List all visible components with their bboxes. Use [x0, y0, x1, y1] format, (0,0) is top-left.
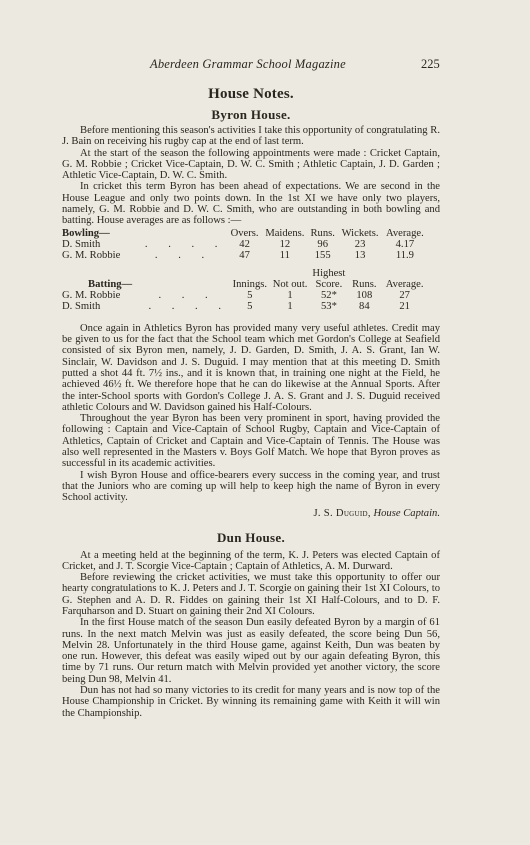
article-body: [62, 84, 440, 719]
bowler-name: G. M. Robbie: [62, 250, 121, 262]
bowling-label: Bowling—: [62, 227, 110, 239]
batting-col-highest: Highest: [312, 267, 346, 279]
bowler-name: D. Smith: [62, 238, 101, 250]
table-row: [62, 301, 428, 312]
byron-paragraph-5: Throughout the year Byron has been very prominent in sport, having provided the following : Captain and Vice-Captain of School Rugby, Captain and Vice-Captain of Athletics, Captain of Cricket and Captain and Vice-Captain of Tennis. The House was also well represented in the Masters v. Boys Golf Match. We hope that Byron proves as successful in its academic activities.: [62, 413, 440, 470]
table-row: [62, 239, 428, 250]
running-title: Aberdeen Grammar School Magazine: [150, 57, 346, 71]
batting-col-score: Score.: [315, 278, 343, 290]
bowling-col-wickets: Wickets.: [341, 227, 379, 239]
batting-header-row-2: [62, 279, 428, 290]
batting-col-runs: Runs.: [352, 278, 377, 290]
batting-not-out: 1: [287, 290, 293, 302]
dun-paragraph-3: In the first House match of the season Dun easily defeated Byron by a margin of 61 runs. In the next match Melvin was just as easily defeated, the score being Dun 56, Melvin 28. Unfortunately in the third House game, against Keith, Dun was beaten by one run. However, this defeat was easily wiped out by our again defeating Byron, this time by 71 runs. Our return match with Melvin provided yet another victory, the score being Dun 98, Melvin 41.: [62, 617, 440, 685]
leader-dots: . . .: [158, 290, 217, 302]
batting-col-not-out: Not out.: [272, 278, 308, 290]
bowling-maidens: 12: [279, 238, 291, 250]
page-header: [0, 57, 530, 73]
bowling-average: 4.17: [395, 238, 415, 250]
batting-highest: 53*: [320, 301, 337, 313]
page-number: 225: [421, 57, 440, 71]
batting-runs: 108: [356, 290, 373, 302]
bowling-header-row: [62, 228, 428, 239]
bowling-runs: 96: [317, 238, 328, 250]
bowling-overs: 42: [239, 238, 250, 250]
bowling-table: [62, 228, 428, 262]
batting-header-row-1: [62, 268, 428, 279]
byron-signature: [62, 508, 440, 520]
table-row: [62, 290, 428, 301]
batting-runs: 84: [359, 301, 370, 313]
dun-paragraph-4: Dun has not had so many victories to its credit for many years and is now top of the House Championship in Cricket. By winning its remaining game with Keith it will win the Championship.: [62, 685, 440, 719]
leader-dots: . . .: [154, 250, 214, 262]
dun-paragraph-1: At a meeting held at the beginning of the term, K. J. Peters was elected Captain of Cricket, and J. T. Scorgie Vice-Captain ; Captain of Athletics, A. M. Durward.: [62, 549, 440, 572]
leader-dots: . . . .: [144, 238, 227, 250]
bowling-average: 11.9: [395, 250, 414, 262]
leader-dots: . . . .: [148, 301, 230, 313]
bowling-overs: 47: [239, 250, 250, 262]
batsman-name: D. Smith: [62, 301, 101, 313]
bowling-wickets: 23: [354, 238, 366, 250]
bowling-col-maidens: Maidens.: [265, 227, 305, 239]
bowling-runs: 155: [314, 250, 331, 262]
byron-paragraph-1: Before mentioning this season's activities I take this opportunity of congratulating R. J. Bain on receiving his rugby cap at the end of last term.: [62, 125, 440, 148]
bowling-col-average: Average.: [386, 227, 424, 239]
signature-title: House Captain.: [373, 507, 440, 519]
byron-paragraph-3: In cricket this term Byron has been ahead of expectations. We are second in the House League and only two points down. In the 1st XI we have only two players, namely, G. M. Robbie and D. W. C. Smith, who are outstanding in both bowling and batting. House averages are as follows :—: [62, 181, 440, 227]
bowling-wickets: 13: [354, 250, 366, 262]
table-row: [62, 250, 428, 261]
batting-highest: 52*: [320, 290, 337, 302]
batting-col-average: Average.: [385, 278, 424, 290]
batting-innings: 5: [247, 290, 253, 302]
bowling-col-runs: Runs.: [310, 227, 335, 239]
batsman-name: G. M. Robbie: [62, 290, 121, 302]
byron-paragraph-4: Once again in Athletics Byron has provided many very useful athletes. Credit may be given to us for the fact that the School team which met Gordon's College at Seafield consisted of six Byron men, namely, J. D. Garden, D. Smith, J. A. S. Grant, Ian W. Sinclair, W. Davidson and J. S. Duguid. I may mention that at this meeting D. Smith putted a shot 44 ft. 7½ ins., and it is known that, in training one night at the Field, he achieved 46½ ft. We therefore hope that he can do likewise at the Annual Sports. After the inter-School sports with Gordon's College J. A. S. Grant and J. S. Duguid received athletic Colours and W. Davidson gained his Half-Colours.: [62, 322, 440, 413]
bowling-maidens: 11: [279, 250, 290, 262]
batting-innings: 5: [247, 301, 253, 313]
batting-table: [62, 268, 428, 313]
batting-label: Batting—: [88, 278, 133, 290]
byron-paragraph-6: I wish Byron House and office-bearers every success in the coming year, and trust that the Juniors who are coming up will help to keep high the name of Byron in every School activity.: [62, 469, 440, 504]
batting-not-out: 1: [287, 301, 293, 313]
bowling-col-overs: Overs.: [230, 227, 259, 239]
batting-col-innings: Innings.: [232, 278, 268, 290]
batting-average: 21: [399, 301, 410, 313]
signature-name: J. S. Duguid,: [313, 507, 371, 519]
dun-paragraph-2: Before reviewing the cricket activities, we must take this opportunity to offer our hearty congratulations to K. J. Peters and J. T. Scorgie on gaining their 1st XI Colours, to G. Stephen and A. D. R. Fiddes on gaining their 1st XI Half-Colours, and to D. F. Farquharson and D. Stuart on gaining their 2nd XI Colours.: [62, 572, 440, 617]
page-title: House Notes.: [208, 86, 294, 102]
dun-heading: Dun House.: [216, 529, 286, 545]
byron-heading: Byron House.: [211, 107, 291, 122]
byron-paragraph-2: At the start of the season the following appointments were made : Cricket Captain, G. M. Robbie ; Cricket Vice-Captain, D. W. C. Smith ; Athletic Captain, J. D. Garden ; Athletic Vice-Captain, D. W. C. Smith.: [62, 147, 440, 182]
batting-average: 27: [399, 290, 410, 302]
